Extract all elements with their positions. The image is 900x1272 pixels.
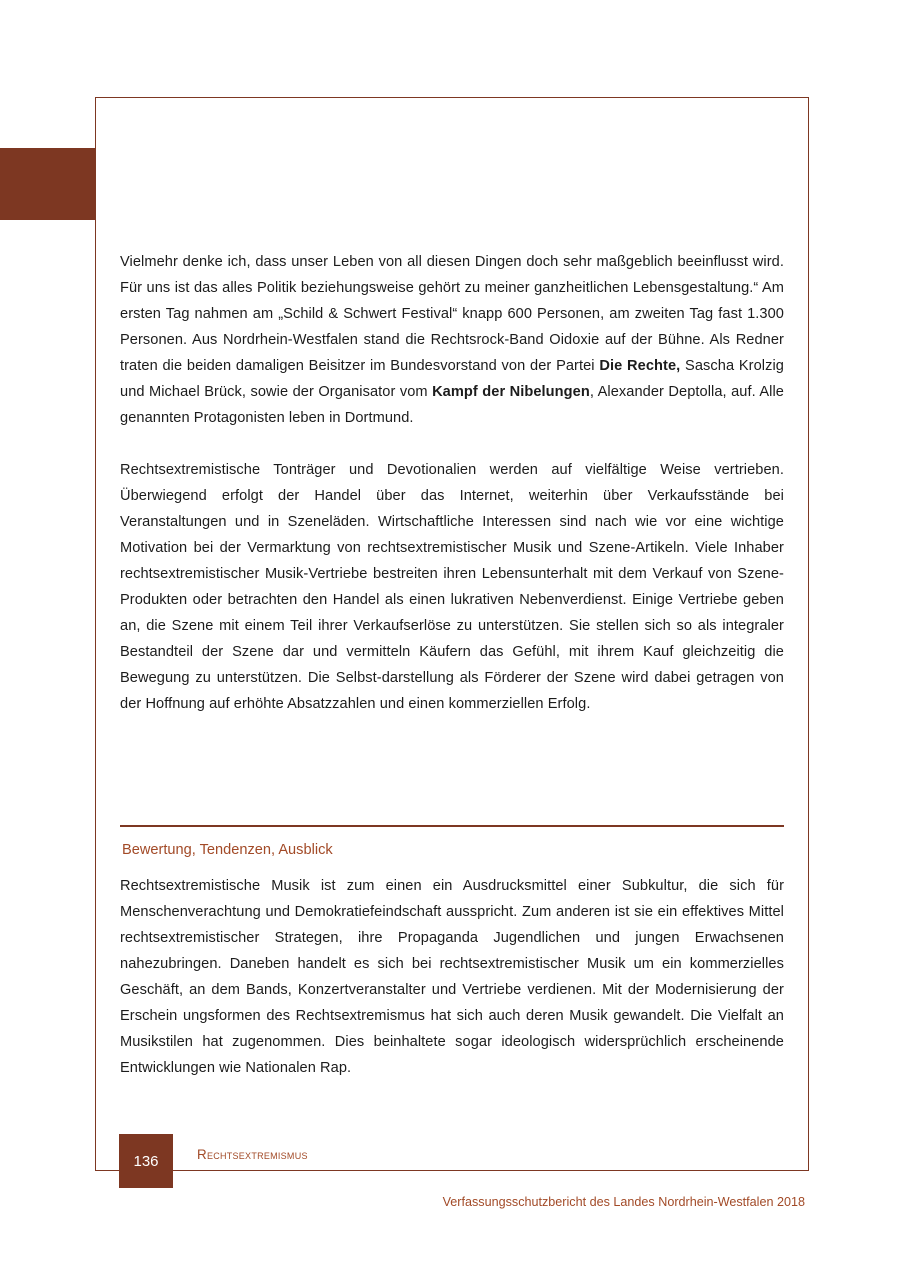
page-number: 136 xyxy=(133,1152,159,1170)
paragraph-intro-bold-die-rechte: Die Rechte, xyxy=(599,357,681,374)
main-text-column xyxy=(120,250,784,717)
paragraph-intro-bold-kampf-der-nibelungen: Kampf der Nibelungen xyxy=(432,383,590,400)
section-divider xyxy=(120,825,784,827)
paragraph-intro-text-2: Sascha Krolzig und Michael Brück, sowie der Organisator vom xyxy=(120,357,784,400)
section-heading: Bewertung, Tendenzen, Ausblick xyxy=(122,841,333,858)
page-number-badge xyxy=(119,1134,173,1188)
paragraph-intro xyxy=(120,250,784,432)
paragraph-intro-text-3: , Alexander Deptolla, auf. Alle genannten Protagonisten leben in Dortmund. xyxy=(120,383,784,426)
decorative-left-block xyxy=(0,148,96,220)
paragraph-vertrieb: Rechtsextremistische Tonträger und Devotionalien werden auf vielfältige Weise vertrieben. Überwiegend erfolgt der Handel über das Internet, weiterhin über Verkaufsstände bei Veranstaltungen und in Szeneläden. Wirtschaftliche Interessen sind nach wie vor eine wichtige Motivation bei der Vermarktung von rechtsextremistischer Musik und Szene-Artikeln. Viele Inhaber rechtsextremistischer Musik-Vertriebe bestreiten ihren Lebensunterhalt mit dem Verkauf von Szene-Produkten oder betrachten den Handel als einen lukrativen Nebenverdienst. Einige Vertriebe geben an, die Szene mit einem Teil ihrer Verkaufserlöse zu unterstützen. Sie stellen sich so als integraler Bestandteil der Szene dar und vermitteln Käufern das Gefühl, mit ihrem Kauf gleichzeitig die Bewegung zu unterstützen. Die Selbst-darstellung als Förderer der Szene wird dabei getragen von der Hoffnung auf erhöhte Absatzzahlen und einen kommerziellen Erfolg. xyxy=(120,461,784,712)
footer-chapter-label: Rechtsextremismus xyxy=(197,1147,308,1162)
section-paragraph: Rechtsextremistische Musik ist zum einen ein Ausdrucksmittel einer Subkultur, die sich für Menschenverachtung und Demokratiefeindschaft ausspricht. Zum anderen ist sie ein effektives Mittel rechtsextremistischer Strategen, ihre Propaganda Jugendlichen und jungen Erwachsenen nahezubringen. Daneben handelt es sich bei rechtsextremistischer Musik um ein kommerzielles Geschäft, an dem Bands, Konzertveranstalter und Vertriebe verdienen. Mit der Modernisierung der Erschein ungsformen des Rechtsextremismus hat sich auch deren Musik gewandelt. Die Vielfalt an Musikstilen hat zugenommen. Dies beinhaltete sogar ideologisch widersprüchlich erscheinende Entwicklungen wie Nationalen Rap. xyxy=(120,877,784,1076)
footer-report-title: Verfassungsschutzbericht des Landes Nordrhein-Westfalen 2018 xyxy=(442,1195,805,1209)
paragraph-intro-text-1: Vielmehr denke ich, dass unser Leben von all diesen Dingen doch sehr maßgeblich beeinflusst wird. Für uns ist das alles Politik beziehungsweise gehört zu meiner ganzheitlichen Lebensgestaltung.“ Am ersten Tag nahmen am „Schild & Schwert Festival“ knapp 600 Personen, am zweiten Tag fast 1.300 Personen. Aus Nordrhein-Westfalen stand die Rechtsrock-Band Oidoxie auf der Bühne. Als Redner traten die beiden damaligen Beisitzer im Bundesvorstand von der Partei xyxy=(120,254,784,374)
section-bewertung xyxy=(120,825,784,1082)
